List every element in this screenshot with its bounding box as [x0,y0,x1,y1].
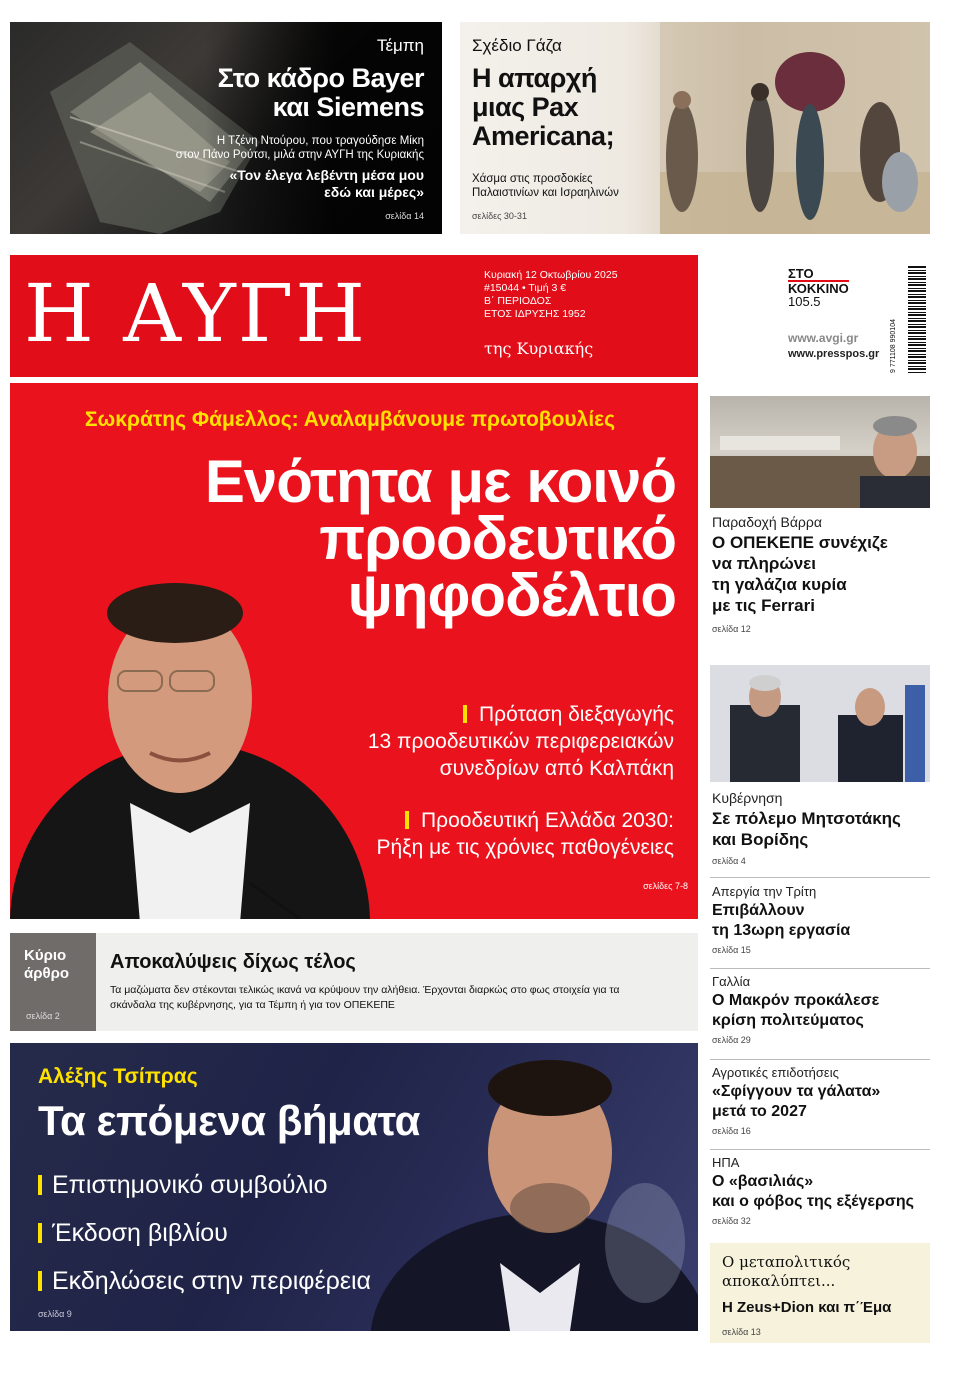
bullet-bar-icon [38,1271,42,1291]
varras-photo [710,396,930,508]
divider [710,968,930,969]
metapolitikos-box[interactable] [710,1243,930,1343]
lead-bullet-1-line3: συνεδρίων από Καλπάκη [439,757,674,780]
tempi-title-line1: Στο κάδρο Bayer [217,63,424,93]
varras-title[interactable] [712,532,930,616]
gaza-kicker: Σχέδιο Γάζα [472,36,562,55]
editorial-label [10,933,96,1031]
tsipras-headline[interactable]: Τα επόμενα βήματα [38,1097,420,1144]
usa-title[interactable] [712,1172,930,1212]
tsipras-kicker: Αλέξης Τσίπρας [38,1065,198,1088]
tsipras-story[interactable] [10,1043,698,1331]
gaza-title[interactable] [472,64,614,151]
editorial-text-line1: Τα μαζώματα δεν στέκονται τελικώς ικανά να κρύψουν την αλήθεια. Έρχονται διαρκώς στο φως στοιχεία για τα [110,984,620,996]
tempi-quote [229,167,424,201]
gaza-body-line1: Χάσμα στις προσδοκίες [472,173,593,185]
government-photo [710,665,930,782]
varras-story[interactable] [712,514,930,634]
tempi-body [176,134,424,162]
tsipras-page: σελίδα 9 [38,1309,72,1319]
issue-period: Β΄ ΠΕΡΙΟΔΟΣ [484,295,552,307]
varras-kicker: Παραδοχή Βάρρα [712,514,822,530]
varras-title-line3: τη γαλάζια κυρία [712,575,847,594]
divider [710,1149,930,1150]
lead-story[interactable] [10,383,698,919]
tempi-title[interactable] [218,64,424,122]
varras-title-line2: να πληρώνει [712,554,816,573]
government-title[interactable] [712,808,930,850]
metapolitikos-kicker [722,1253,850,1291]
tsipras-bullet-2-text: Έκδοση βιβλίου [52,1219,228,1247]
strike-page: σελίδα 15 [712,945,751,955]
varras-title-line1: Ο ΟΠΕΚΕΠΕ συνέχιζε [712,533,888,552]
masthead [10,255,698,377]
radio-line2: ΚΟΚΚΙΝΟ [788,281,849,296]
issue-founded: ΕΤΟΣ ΙΔΡΥΣΗΣ 1952 [484,308,586,320]
tempi-body-line2: στον Πάνο Ρούτσι, μιλά στην ΑΥΓΗ της Κυριακής [175,149,424,161]
bullet-bar-icon [38,1223,42,1243]
tsipras-bullet-2 [38,1219,228,1247]
lead-bullet-1-line2: 13 προοδευτικών περιφερειακών [367,730,674,753]
lead-bullet-1-line1: Πρόταση διεξαγωγής [479,703,674,726]
courtroom-photo [710,396,930,508]
gaza-body [472,172,619,200]
france-story[interactable] [712,974,930,1045]
tsipras-bullet-1-text: Επιστημονικό συμβούλιο [52,1171,328,1199]
issue-date: Κυριακή 12 Οκτωβρίου 2025 [484,269,618,281]
metapolitikos-kicker-line2: αποκαλύπτει... [722,1272,836,1290]
editorial-text-line2: σκάνδαλα της κυβέρνησης, για τα Τέμπη ή για τον ΟΠΕΚΕΠΕ [110,999,395,1011]
strike-title[interactable] [712,901,930,941]
tsipras-bullet-3 [38,1267,371,1295]
strike-title-line2: τη 13ωρη εργασία [712,922,851,939]
tempi-quote-line1: «Τον έλεγα λεβέντη μέσα μου [229,167,424,183]
lead-headline[interactable] [204,448,676,629]
tsipras-bullet-3-text: Εκδηλώσεις στην περιφέρεια [52,1267,372,1295]
usa-title-line2: και ο φόβος της εξέγερσης [712,1193,914,1210]
france-title[interactable] [712,991,930,1031]
subsidies-page: σελίδα 16 [712,1126,751,1136]
subsidies-title-line2: μετά το 2027 [712,1103,807,1120]
tempi-title-line2: και Siemens [272,92,424,122]
mitsotakis-voridis-photo [710,665,930,782]
lead-page: σελίδες 7-8 [643,881,688,891]
france-title-line2: κρίση πολιτεύματος [712,1012,864,1029]
site-avgi[interactable]: www.avgi.gr [788,331,859,345]
usa-story[interactable] [712,1155,930,1226]
site-presspos[interactable]: www.presspos.gr [788,348,880,360]
metapolitikos-page: σελίδα 13 [722,1327,761,1337]
lead-headline-line3: ψηφοδέλτιο [347,562,676,629]
lead-bullet-2-line1: Προοδευτική Ελλάδα 2030: [420,809,674,832]
editorial-label-line2: άρθρο [24,965,70,982]
usa-kicker: ΗΠΑ [712,1155,740,1170]
gaza-title-line2: μιας Pax [472,92,579,122]
radio-frequency: 105.5 [788,294,821,309]
usa-page: σελίδα 32 [712,1216,751,1226]
lead-headline-line2: προοδευτικό [319,505,676,572]
bullet-bar-icon [405,811,409,829]
barcode [908,265,926,373]
divider [710,1059,930,1060]
tsipras-bullet-1 [38,1171,328,1199]
france-kicker: Γαλλία [712,974,751,989]
subsidies-story[interactable] [712,1065,930,1136]
editorial-title[interactable]: Αποκαλύψεις δίχως τέλος [110,951,356,973]
strike-title-line1: Επιβάλλουν [712,902,805,919]
editorial-body[interactable] [96,933,698,1031]
metapolitikos-title[interactable]: Η Zeus+Dion και π΄Έμα [722,1299,892,1316]
government-kicker: Κυβέρνηση [712,790,783,806]
newspaper-logo[interactable]: Η ΑΥΓΗ [24,267,368,360]
france-page: σελίδα 29 [712,1035,751,1045]
bullet-bar-icon [463,705,467,723]
usa-title-line1: Ο «βασιλιάς» [712,1173,814,1190]
teaser-gaza[interactable] [460,22,930,234]
metapolitikos-kicker-line1: Ο μεταπολιτικός [722,1253,851,1271]
tempi-kicker: Τέμπη [376,36,424,55]
lead-bullet-1 [368,701,674,782]
subsidies-title[interactable] [712,1082,930,1122]
masthead-right [700,255,930,377]
lead-headline-line1: Ενότητα με κοινό [204,448,676,515]
government-title-line1: Σε πόλεμο Μητσοτάκης [712,809,901,828]
government-title-line2: και Βορίδης [712,830,809,849]
issue-meta [484,269,618,321]
strike-kicker: Απεργία την Τρίτη [712,884,817,899]
tsipras-portrait [350,1043,698,1331]
issue-number: #15044 • Τιμή 3 € [484,282,567,294]
government-story[interactable] [712,790,930,866]
radio-logo[interactable] [788,267,849,308]
gaza-title-line1: Η απαρχή [472,63,597,93]
gaza-body-line2: Παλαιστινίων και Ισραηλινών [472,187,619,199]
tempi-quote-line2: εδώ και μέρες» [324,184,424,200]
bullet-bar-icon [38,1175,42,1195]
lead-bullet-2-line2: Ρήξη με τις χρόνιες παθογένειες [376,836,674,859]
editorial-text [110,983,690,1013]
tempi-body-line1: Η Τζένη Ντούρου, που τραγούδησε Μίκη [216,135,424,147]
lead-kicker: Σωκράτης Φάμελλος: Αναλαμβάνουμε πρωτοβουλίες [84,408,616,431]
varras-title-line4: με τις Ferrari [712,596,815,615]
subsidies-kicker: Αγροτικές επιδοτήσεις [712,1065,839,1080]
teaser-tempi[interactable] [10,22,442,234]
lead-bullet-2 [376,807,674,861]
editorial-label-line1: Κύριο [24,947,67,964]
government-page: σελίδα 4 [712,856,746,866]
varras-page: σελίδα 12 [712,624,751,634]
strike-story[interactable] [712,884,930,955]
barcode-number: 9 771108 990104 [890,319,897,373]
editorial-label-text [24,947,69,983]
editorial-page: σελίδα 2 [26,1011,60,1021]
gaza-title-line3: Americana; [472,121,615,151]
france-title-line1: Ο Μακρόν προκάλεσε [712,992,880,1009]
radio-line1: ΣΤΟ [788,266,814,281]
subsidies-title-line1: «Σφίγγουν τα γάλατα» [712,1083,881,1100]
sublogo: της Κυριακής [484,339,594,358]
divider [710,877,930,878]
gaza-page: σελίδες 30-31 [472,211,527,221]
tempi-page: σελίδα 14 [385,211,424,221]
